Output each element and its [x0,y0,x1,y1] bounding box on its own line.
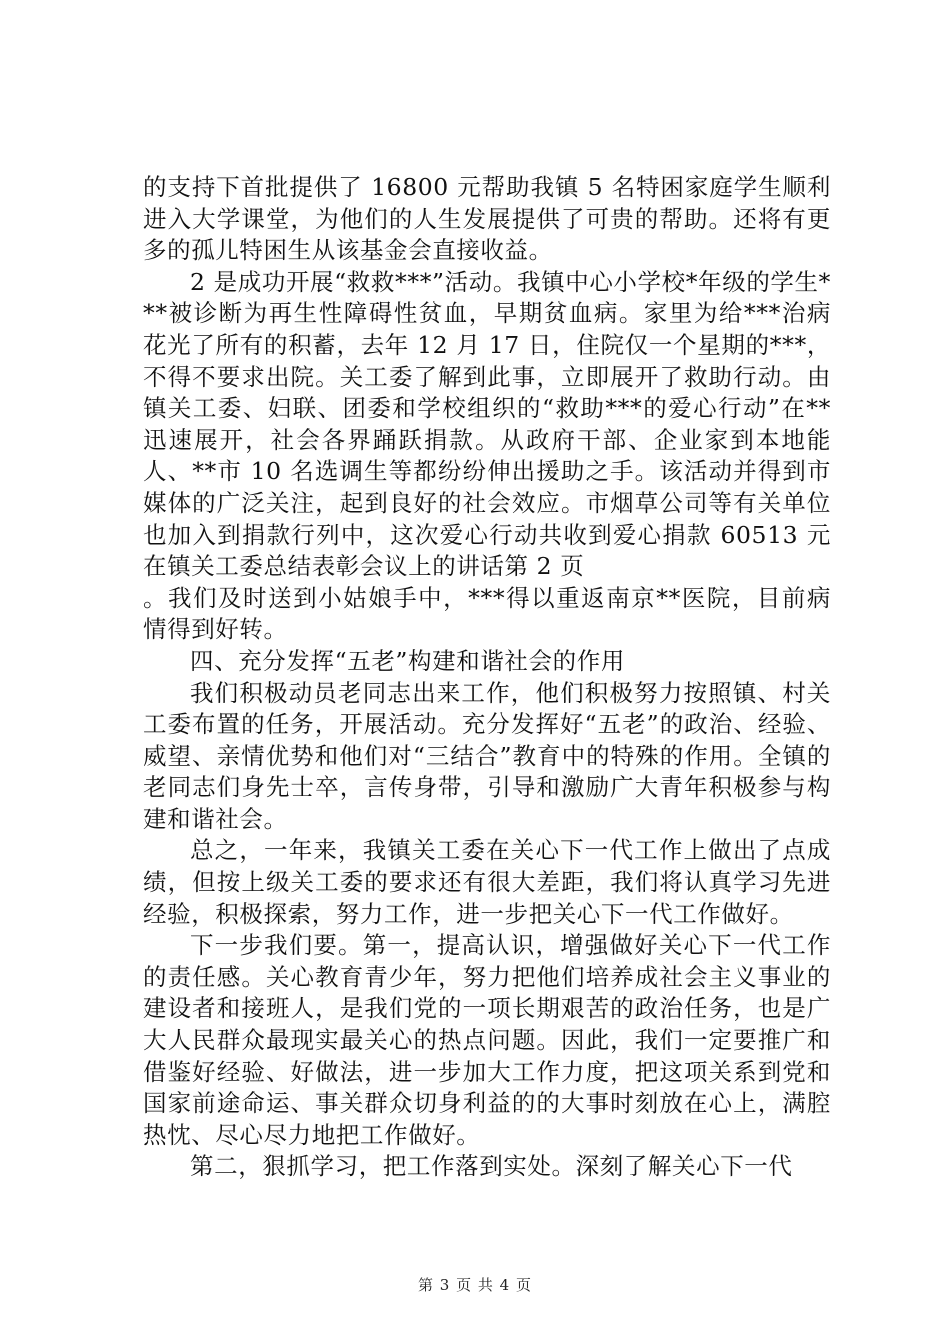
section-heading-five-elders: 四、充分发挥“五老”构建和谐社会的作用 [190,646,625,675]
paragraph-rescue-result: 。我们及时送到小姑娘手中，***得以重返南京**医院，目前病情得到好转。 [143,583,831,644]
paragraph-next-steps-first: 下一步我们要。第一，提高认识，增强做好关心下一代工作的责任感。关心教育青少年，努力把他们培养成社会主义事业的建设者和接班人，是我们党的一项长期艰苦的政治任务，也是广大人民群众最现实最关心的热点问题。因此，我们一定要推广和借鉴好经验、好做法，进一步加大工作力度，把这项关系到党和国家前途命运、事关群众切身利益的的大事时刻放在心上，满腔热忱、尽心尽力地把工作做好。 [143,931,831,1149]
paragraph-summary: 总之，一年来，我镇关工委在关心下一代工作上做出了点成绩，但按上级关工委的要求还有很大差距，我们将认真学习先进经验，积极探索，努力工作，进一步把关心下一代工作做好。 [143,836,831,928]
paragraph-rescue-activity: 2 是成功开展“救救***”活动。我镇中心小学校*年级的学生***被诊断为再生性障碍性贫血，早期贫血病。家里为给***治病花光了所有的积蓄，去年 12 月 17 日，住院仅一个星期的***，不得不要求出院。关工委了解到此事，立即展开了救助行动。由镇关工委、妇联、团委和学校组织的“救助***的爱心行动”在**迅速展开，社会各界踊跃捐款。从政府干部、企业家到本地能人、**市 10 名选调生等都纷纷伸出援助之手。该活动并得到市媒体的广泛关注，起到良好的社会效应。市烟草公司等有关单位也加入到捐款行列中，这次爱心行动共收到爱心捐款 60513 元在镇关工委总结表彰会议上的讲话第 2 页 [143,267,831,581]
document-body [143,172,831,1183]
paragraph-continuation: 的支持下首批提供了 16800 元帮助我镇 5 名特困家庭学生顺利进入大学课堂，为他们的人生发展提供了可贵的帮助。还将有更多的孤儿特困生从该基金会直接收益。 [143,173,831,265]
paragraph-next-steps-second: 第二，狠抓学习，把工作落到实处。深刻了解关心下一代 [190,1152,793,1181]
page-number-footer: 第 3 页 共 4 页 [418,1276,532,1294]
paragraph-five-elders: 我们积极动员老同志出来工作，他们积极努力按照镇、村关工委布置的任务，开展活动。充分发挥好“五老”的政治、经验、威望、亲情优势和他们对“三结合”教育中的特殊的作用。全镇的老同志们身先士卒，言传身带，引导和激励广大青年积极参与构建和谐社会。 [143,678,831,833]
